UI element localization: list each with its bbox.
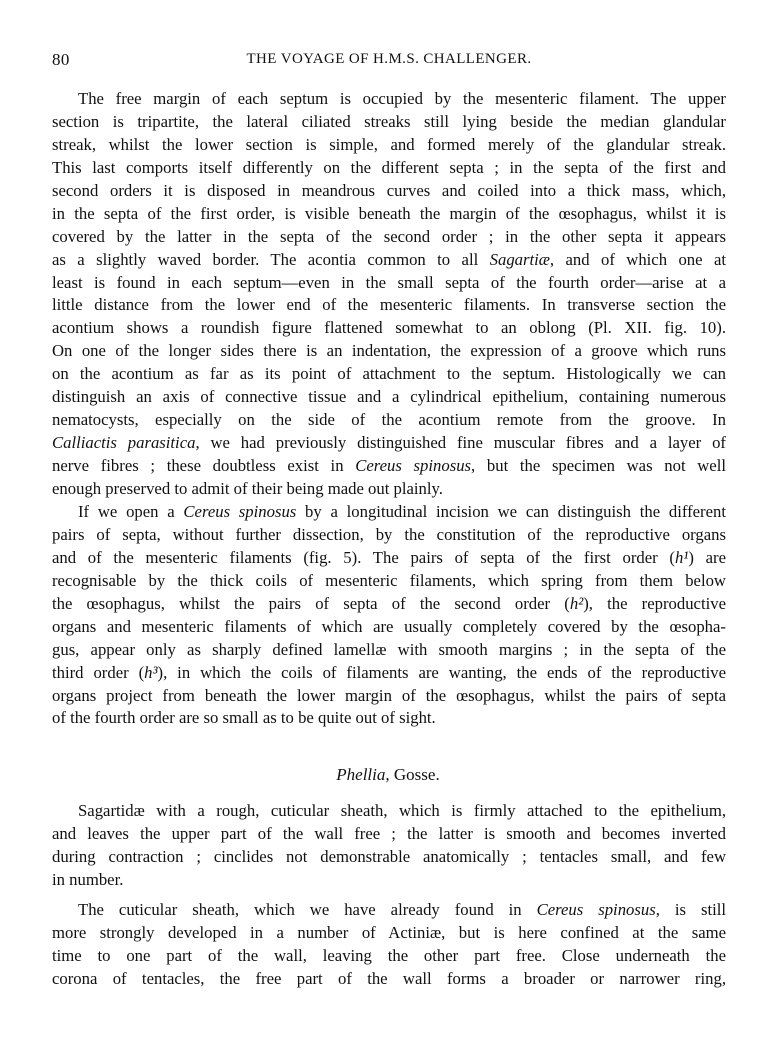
text-line: of the fourth order are so small as to be quite out of sight. (52, 708, 436, 728)
text-line: as a slightly waved border. The acontia common to all Sagartiæ, and of which one at (52, 249, 726, 269)
text-line: in the septa of the first order, is visible beneath the margin of the œsophagus, whilst it is (52, 203, 726, 223)
text-line: organs project from beneath the lower margin of the œsophagus, whilst the pairs of septa (52, 685, 726, 705)
text-line: little distance from the lower end of the mesenteric filaments. In transverse section the (52, 295, 726, 315)
text-line: If we open a Cereus spinosus by a longitudinal incision we can distinguish the different (78, 502, 726, 521)
text-line: The cuticular sheath, which we have already found in Cereus spinosus, is still (78, 900, 726, 919)
text-line: second orders it is disposed in meandrous curves and coiled into a thick mass, which, (52, 180, 726, 200)
text-line: the œsophagus, whilst the pairs of septa of the second order (h²), the reproductive (52, 593, 726, 613)
text-line: The free margin of each septum is occupied by the mesenteric filament. The upper (78, 89, 726, 108)
text-line: acontium shows a roundish figure flattened somewhat to an oblong (Pl. XII. fig. 10). (52, 318, 726, 338)
paragraph-3 (52, 800, 726, 892)
text-line: On one of the longer sides there is an indentation, the expression of a groove which runs (52, 341, 726, 361)
text-line: nerve fibres ; these doubtless exist in Cereus spinosus, but the specimen was not well (52, 456, 726, 475)
genus-author: , Gosse. (385, 765, 440, 784)
text-line: and leaves the upper part of the wall free ; the latter is smooth and becomes inverted (52, 823, 726, 843)
text-line: distinguish an axis of connective tissue and a cylindrical epithelium, containing numerous (52, 387, 726, 407)
paragraph-2 (52, 501, 726, 730)
text-line: Sagartidæ with a rough, cuticular sheath, which is firmly attached to the epithelium, (78, 801, 726, 820)
paragraph-4 (52, 899, 726, 991)
text-line: enough preserved to admit of their being made out plainly. (52, 478, 443, 498)
paragraph-1 (52, 88, 726, 501)
text-line: Calliactis parasitica, we had previously distinguished fine muscular fibres and a layer of (52, 433, 726, 453)
page-number: 80 (52, 50, 70, 69)
text-line: recognisable by the thick coils of mesenteric filaments, which spring from them below (52, 570, 726, 590)
text-line: more strongly developed in a number of Actiniæ, but is here confined at the same (52, 922, 726, 942)
text-line: time to one part of the wall, leaving the other part free. Close underneath the (52, 945, 726, 965)
text-line: covered by the latter in the septa of the second order ; in the other septa it appears (52, 226, 726, 246)
text-line: nematocysts, especially on the side of the acontium remote from the groove. In (52, 410, 726, 430)
text-line: This last comports itself differently on the different septa ; in the septa of the first and (52, 157, 726, 177)
running-title: THE VOYAGE OF H.M.S. CHALLENGER. (246, 51, 532, 67)
text-line: streak, whilst the lower section is simple, and formed merely of the glandular streak. (52, 134, 726, 154)
text-line: section is tripartite, the lateral ciliated streaks still lying beside the median glandular (52, 111, 726, 131)
text-line: gus, appear only as sharply defined lamellæ with smooth margins ; in the septa of the (52, 639, 726, 659)
text-line: organs and mesenteric filaments of which are usually completely covered by the œsopha- (52, 616, 726, 636)
text-line: corona of tentacles, the free part of the wall forms a broader or narrower ring, (52, 968, 726, 988)
text-line: during contraction ; cinclides not demonstrable anatomically ; tentacles small, and few (52, 846, 726, 866)
genus-name: Phellia (336, 765, 386, 784)
section-heading (0, 765, 776, 785)
text-line: third order (h³), in which the coils of filaments are wanting, the ends of the reproductive (52, 662, 726, 682)
text-line: pairs of septa, without further dissection, by the constitution of the reproductive organs (52, 524, 726, 544)
running-header (52, 50, 726, 72)
text-line: and of the mesenteric filaments (fig. 5). The pairs of septa of the first order (h¹) are (52, 547, 726, 567)
text-line: least is found in each septum—even in the small septa of the fourth order—arise at a (52, 272, 726, 292)
text-line: on the acontium as far as its point of attachment to the septum. Histologically we can (52, 364, 726, 384)
text-line: in number. (52, 869, 124, 889)
